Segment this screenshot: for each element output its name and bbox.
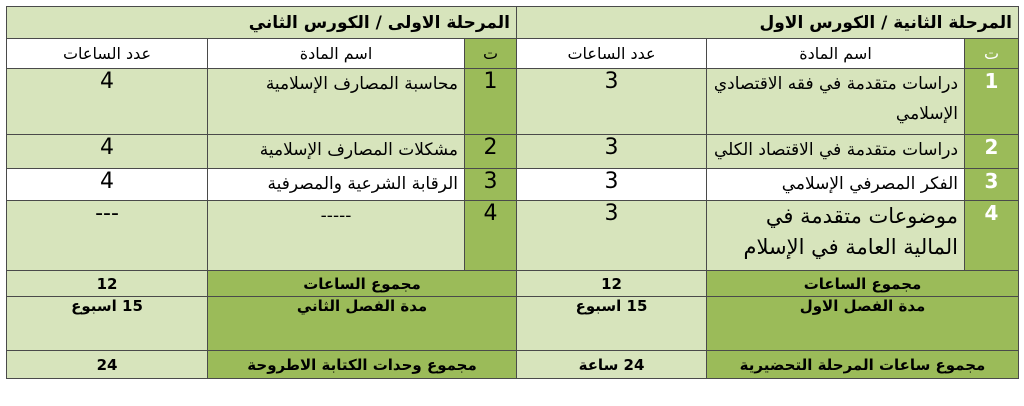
col-hours-left: عدد الساعات	[7, 39, 208, 69]
stage1-header: المرحلة الاولى / الكورس الثاني	[7, 7, 517, 39]
col-subject-left: اسم المادة	[208, 39, 465, 69]
col-hours-right: عدد الساعات	[517, 39, 707, 69]
subject-cell: الفكر المصرفي الإسلامي	[707, 169, 965, 201]
subject-cell: الرقابة الشرعية والمصرفية	[208, 169, 465, 201]
total-hours-value-right: 12	[517, 271, 707, 297]
term1-duration-value: 15 اسبوع	[517, 297, 707, 351]
row-index: 4	[465, 201, 517, 271]
subject-cell: موضوعات متقدمة في المالية العامة في الإسلام	[707, 201, 965, 271]
curriculum-table-container	[6, 6, 1018, 392]
subject-cell: دراسات متقدمة في فقه الاقتصادي الإسلامي	[707, 69, 965, 135]
hours-cell: 4	[7, 69, 208, 135]
hours-cell: 3	[517, 69, 707, 135]
total-hours-label-left: مجموع الساعات	[208, 271, 517, 297]
hours-cell: 4	[7, 169, 208, 201]
subject-cell: دراسات متقدمة في الاقتصاد الكلي	[707, 135, 965, 169]
table-row	[7, 201, 1019, 271]
table-row	[7, 169, 1019, 201]
thesis-units-value: 24	[7, 351, 208, 379]
prep-hours-label: مجموع ساعات المرحلة التحضيرية	[707, 351, 1019, 379]
table-row	[7, 135, 1019, 169]
term1-duration-label: مدة الفصل الاول	[707, 297, 1019, 351]
total-hours-row	[7, 271, 1019, 297]
column-header-row	[7, 39, 1019, 69]
subject-cell: محاسبة المصارف الإسلامية	[208, 69, 465, 135]
row-index: 2	[465, 135, 517, 169]
col-subject-right: اسم المادة	[707, 39, 965, 69]
subject-cell: مشكلات المصارف الإسلامية	[208, 135, 465, 169]
total-hours-value-left: 12	[7, 271, 208, 297]
table-row	[7, 69, 1019, 135]
row-index: 1	[465, 69, 517, 135]
prep-hours-value: 24 ساعة	[517, 351, 707, 379]
hours-cell: ---	[7, 201, 208, 271]
curriculum-table	[6, 6, 1019, 379]
col-idx-left: ت	[465, 39, 517, 69]
row-index: 2	[965, 135, 1019, 169]
row-index: 3	[965, 169, 1019, 201]
hours-cell: 3	[517, 169, 707, 201]
term-duration-row	[7, 297, 1019, 351]
stage2-header: المرحلة الثانية / الكورس الاول	[517, 7, 1019, 39]
col-idx-right: ت	[965, 39, 1019, 69]
row-index: 1	[965, 69, 1019, 135]
hours-cell: 3	[517, 201, 707, 271]
term2-duration-value: 15 اسبوع	[7, 297, 208, 351]
hours-cell: 4	[7, 135, 208, 169]
term2-duration-label: مدة الفصل الثاني	[208, 297, 517, 351]
row-index: 3	[465, 169, 517, 201]
hours-cell: 3	[517, 135, 707, 169]
total-hours-label-right: مجموع الساعات	[707, 271, 1019, 297]
summary-row	[7, 351, 1019, 379]
thesis-units-label: مجموع وحدات الكتابة الاطروحة	[208, 351, 517, 379]
subject-cell: -----	[208, 201, 465, 271]
row-index: 4	[965, 201, 1019, 271]
stage-header-row	[7, 7, 1019, 39]
